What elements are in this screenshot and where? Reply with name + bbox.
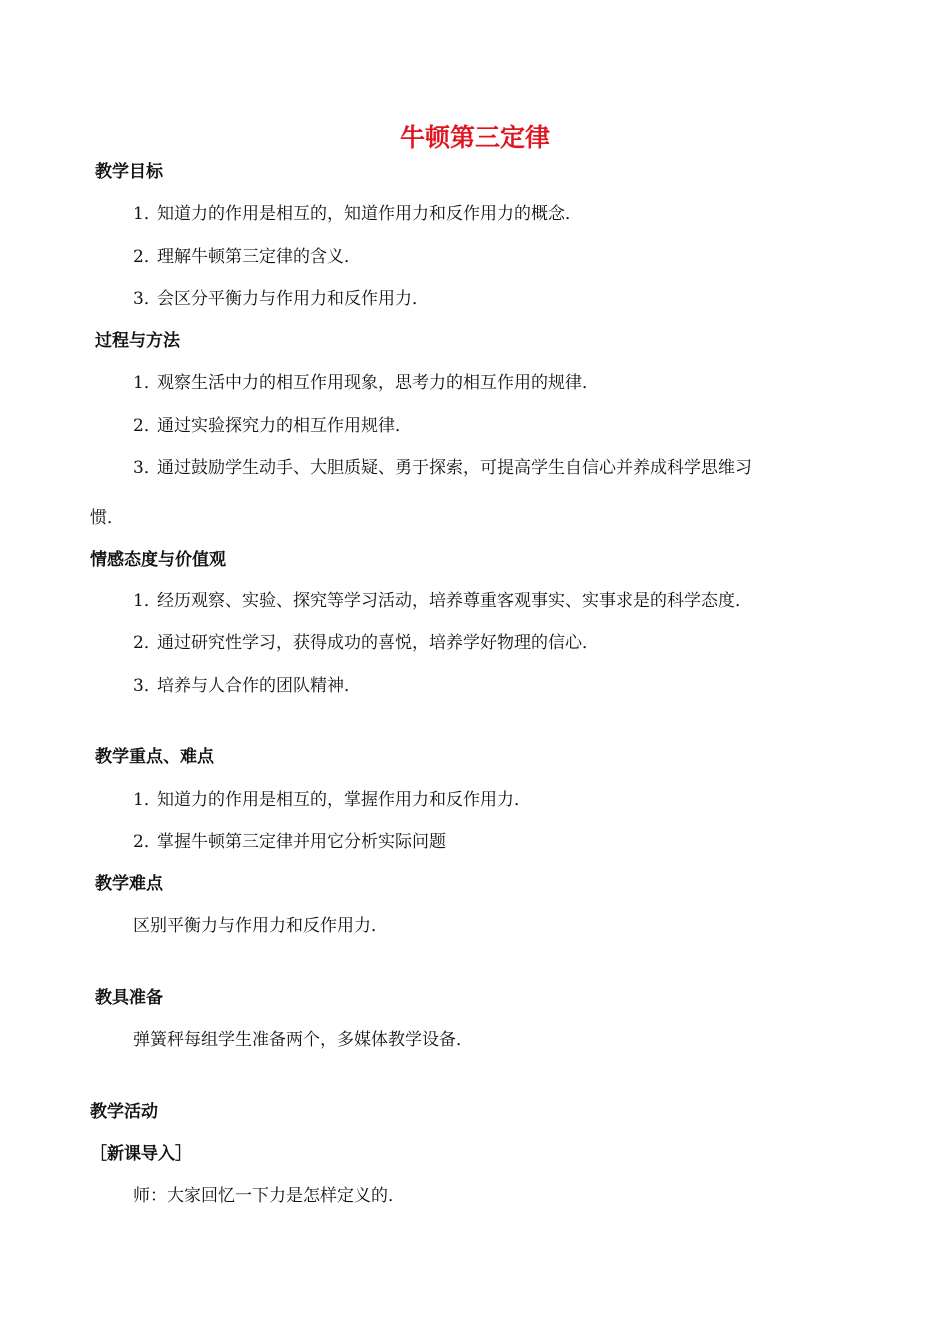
key-point-item [133,827,446,852]
item-number: 2． [133,247,161,267]
section-heading-activities: 教学活动 [90,1102,158,1122]
process-item [133,411,412,436]
item-text: 通过研究性学习，获得成功的喜悦，培养学好物理的信心． [157,633,599,653]
item-number: 3． [133,289,161,309]
objective-item [133,199,582,224]
item-text: 知道力的作用是相互的，知道作用力和反作用力的概念． [157,204,582,224]
objective-item [133,242,361,267]
item-text: 掌握牛顿第三定律并用它分析实际问题 [157,832,446,852]
document-title: 牛顿第三定律 [399,123,550,152]
item-text: 会区分平衡力与作用力和反作用力． [157,289,429,309]
item-number: 3． [133,458,161,478]
section-heading-objectives: 教学目标 [95,162,163,182]
item-number: 1． [133,373,161,393]
subheading-new-lesson: ［新课导入］ [90,1144,192,1164]
process-item-continuation: 惯． [90,508,124,528]
section-heading-difficulty: 教学难点 [95,874,163,894]
item-number: 3． [133,676,161,696]
item-text: 观察生活中力的相互作用现象，思考力的相互作用的规律． [157,373,599,393]
item-text: 培养与人合作的团队精神． [157,676,361,696]
values-item [133,586,752,611]
objective-item [133,284,429,309]
process-item [133,453,752,478]
item-text: 理解牛顿第三定律的含义． [157,247,361,267]
process-item [133,368,599,393]
section-heading-values: 情感态度与价值观 [90,550,226,570]
item-text: 通过实验探究力的相互作用规律． [157,416,412,436]
equipment-text: 弹簧秤每组学生准备两个，多媒体教学设备． [133,1030,473,1050]
activity-text: 师：大家回忆一下力是怎样定义的． [133,1186,405,1206]
item-text: 通过鼓励学生动手、大胆质疑、勇于探索，可提高学生自信心并养成科学思维习 [157,458,752,478]
item-text: 知道力的作用是相互的，掌握作用力和反作用力． [157,790,531,810]
section-heading-equipment: 教具准备 [95,988,163,1008]
item-number: 2． [133,416,161,436]
item-text: 经历观察、实验、探究等学习活动，培养尊重客观事实、实事求是的科学态度． [157,591,752,611]
section-heading-process: 过程与方法 [95,331,180,351]
key-point-item [133,785,531,810]
item-number: 2． [133,832,161,852]
values-item [133,671,361,696]
difficulty-text: 区别平衡力与作用力和反作用力． [133,916,388,936]
item-number: 2． [133,633,161,653]
item-number: 1． [133,591,161,611]
values-item [133,628,599,653]
section-heading-key-points: 教学重点、难点 [95,747,214,767]
item-number: 1． [133,790,161,810]
item-number: 1． [133,204,161,224]
